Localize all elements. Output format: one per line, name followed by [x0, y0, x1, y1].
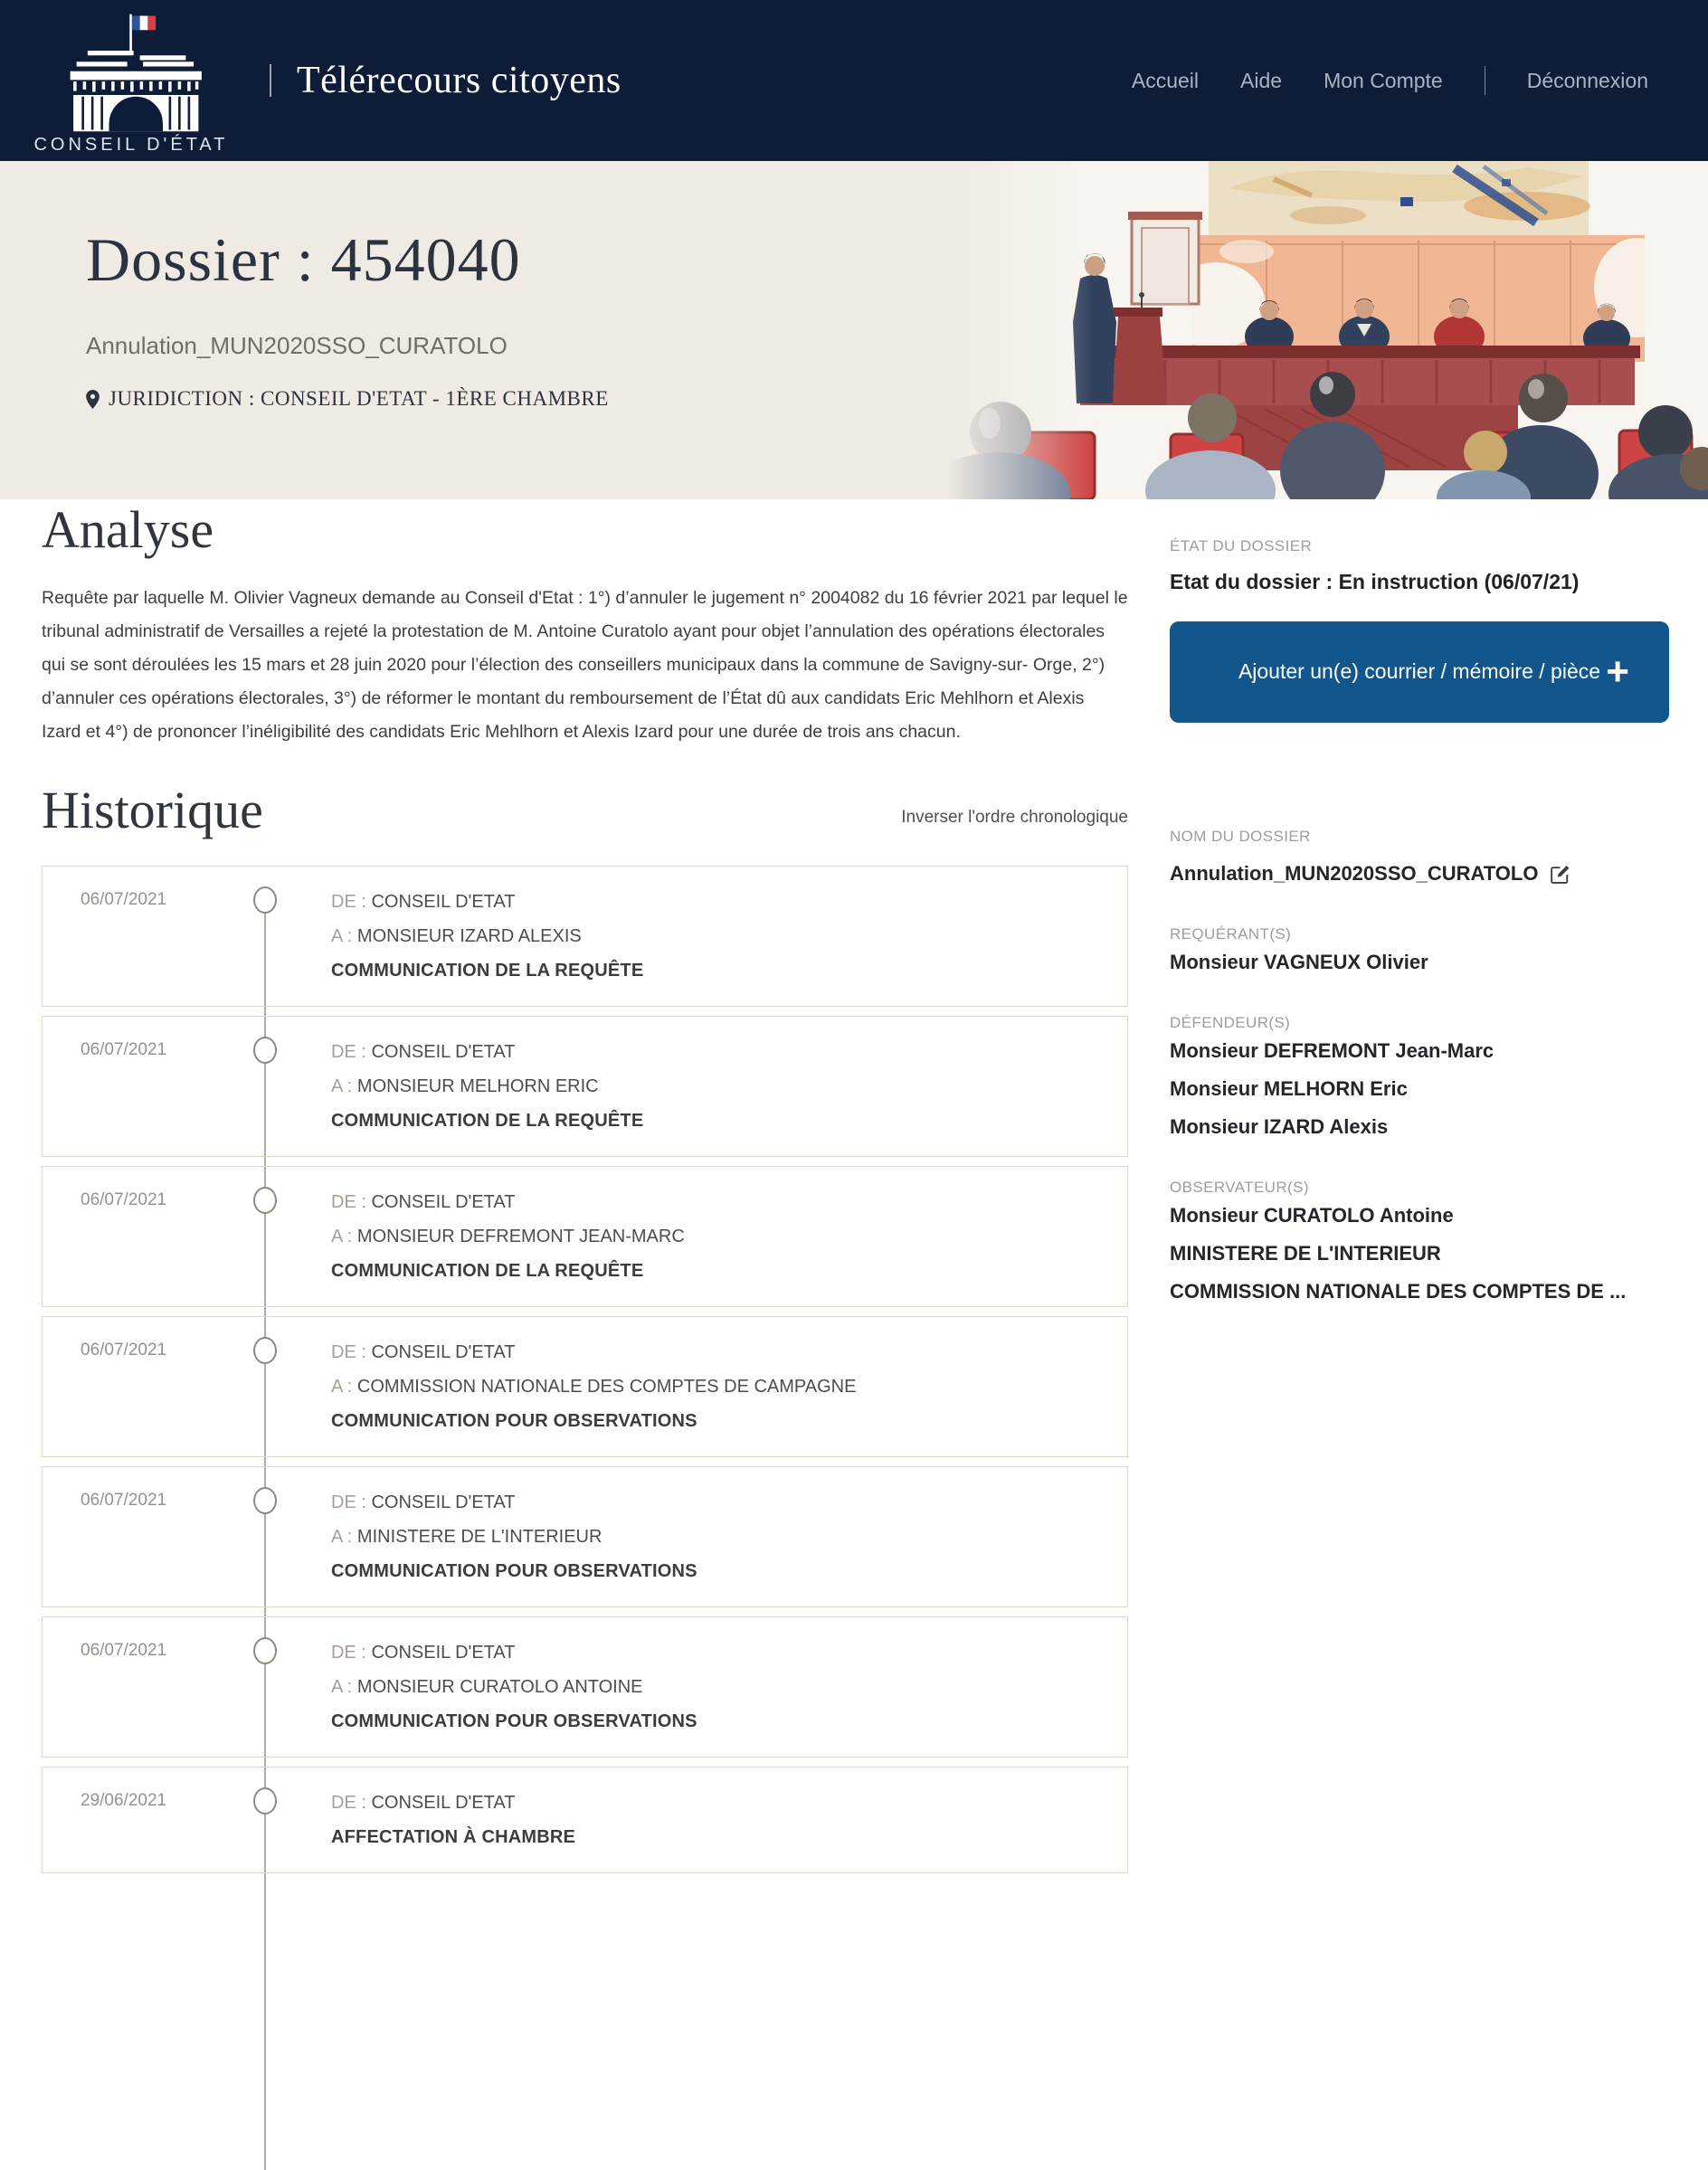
analyse-heading: Analyse [42, 500, 214, 559]
event-to-label: A : [331, 1377, 357, 1397]
event-from-line [331, 1786, 1109, 1820]
timeline-dot-icon [253, 1187, 277, 1214]
party-name: Monsieur MELHORN Eric [1170, 1077, 1408, 1100]
event-from-value: CONSEIL D'ETAT [371, 1492, 516, 1512]
event-from-line [331, 1635, 1109, 1670]
event-type: COMMUNICATION POUR OBSERVATIONS [331, 1561, 697, 1581]
event-date: 06/07/2021 [81, 890, 167, 909]
arch-logo-icon [36, 6, 226, 133]
event-from-label: DE : [331, 1492, 372, 1512]
timeline [42, 866, 1128, 1873]
event-from-value: CONSEIL D'ETAT [371, 1042, 516, 1062]
timeline-dot-icon [253, 1037, 277, 1064]
nom-dossier-label: NOM DU DOSSIER [1170, 828, 1311, 845]
timeline-card [42, 1166, 1128, 1307]
event-to-line [331, 919, 1109, 953]
event-to-label: A : [331, 1677, 357, 1697]
event-body [331, 1035, 1109, 1138]
event-type: COMMUNICATION POUR OBSERVATIONS [331, 1411, 697, 1431]
page-title: Dossier : 454040 [86, 225, 521, 294]
event-to-value: MINISTERE DE L'INTERIEUR [356, 1527, 603, 1547]
nav-mon-compte[interactable]: Mon Compte [1324, 68, 1443, 92]
event-body [331, 1786, 1109, 1854]
event-from-value: CONSEIL D'ETAT [371, 1643, 516, 1663]
historique-heading: Historique [42, 781, 263, 839]
timeline-card [42, 1616, 1128, 1758]
event-from-value: CONSEIL D'ETAT [371, 892, 516, 912]
defendeurs-section [1170, 1014, 1669, 1146]
historique-header [42, 780, 1128, 840]
event-to-line [331, 1069, 1109, 1104]
event-type: COMMUNICATION POUR OBSERVATIONS [331, 1711, 697, 1731]
event-from-line [331, 1485, 1109, 1520]
timeline-dot-icon [253, 1787, 277, 1815]
analyse-text: Requête par laquelle M. Olivier Vagneux demande au Conseil d'Etat : 1°) d’annuler le jugement n° 2004082 du 16 février 2021 par lequel le tribunal administratif de Versailles a rejeté la protestation de M. Antoine Curatolo ayant pour objet l’annulation des opérations électorales qui se sont déroulées les 15 mars et 28 juin 2020 pour l’élection des conseillers municipaux dans la commune de Savigny-sur- Orge, 2°) d’annuler ces opérations électorales, 3°) de réformer le montant du remboursement de l’État dû aux candidats Eric Mehlhorn et Alexis Izard et 4°) de prononcer l’inéligibilité des candidats Eric Mehlhorn et Alexis Izard pour une durée de trois ans chacun. [42, 588, 1128, 742]
event-from-label: DE : [331, 1342, 372, 1362]
timeline-card [42, 1016, 1128, 1157]
event-body [331, 1485, 1109, 1588]
sidebar [1170, 499, 1669, 1882]
juridiction-text: JURIDICTION : CONSEIL D'ETAT - 1ÈRE CHAMBRE [109, 387, 609, 410]
timeline-card [42, 1767, 1128, 1873]
event-to-line [331, 1670, 1109, 1704]
event-body [331, 1185, 1109, 1288]
event-body [331, 1335, 1109, 1438]
nav-aide[interactable]: Aide [1240, 68, 1283, 92]
event-date: 06/07/2021 [81, 1040, 167, 1059]
timeline-card [42, 1316, 1128, 1457]
main-nav [1132, 66, 1708, 95]
requerants-label: REQUÉRANT(S) [1170, 925, 1292, 943]
event-date: 06/07/2021 [81, 1341, 167, 1360]
event-to-label: A : [331, 1527, 357, 1547]
event-body [331, 885, 1109, 988]
event-to-line [331, 1520, 1109, 1554]
event-date: 06/07/2021 [81, 1190, 167, 1209]
party-name: Monsieur DEFREMONT Jean-Marc [1170, 1039, 1494, 1062]
event-to-value: MONSIEUR MELHORN ERIC [356, 1076, 599, 1096]
event-from-label: DE : [331, 1643, 372, 1663]
event-to-value: MONSIEUR IZARD ALEXIS [356, 926, 582, 946]
requerants-section [1170, 925, 1669, 981]
party-name: Monsieur CURATOLO Antoine [1170, 1204, 1454, 1227]
org-name: CONSEIL D'ÉTAT [33, 134, 229, 155]
party-name: Monsieur VAGNEUX Olivier [1170, 951, 1428, 973]
brand-divider [270, 64, 271, 97]
header [0, 0, 1708, 161]
conseil-detat-logo[interactable] [33, 6, 229, 156]
page-content [0, 499, 1708, 1882]
party-name: COMMISSION NATIONALE DES COMPTES DE ... [1170, 1280, 1627, 1303]
defendeurs-list [1170, 1032, 1669, 1146]
hero-content [0, 161, 1708, 411]
nom-dossier-section [1170, 828, 1669, 893]
plus-icon: + [1606, 649, 1629, 694]
observateurs-section [1170, 1179, 1669, 1311]
party-name: MINISTERE DE L'INTERIEUR [1170, 1242, 1441, 1265]
event-to-label: A : [331, 926, 357, 946]
nav-deconnexion[interactable]: Déconnexion [1526, 68, 1648, 92]
event-from-value: CONSEIL D'ETAT [371, 1793, 516, 1813]
location-pin-icon [86, 390, 100, 409]
event-from-value: CONSEIL D'ETAT [371, 1192, 516, 1212]
timeline-card [42, 866, 1128, 1007]
dossier-subtitle: Annulation_MUN2020SSO_CURATOLO [86, 332, 508, 359]
event-from-label: DE : [331, 1042, 372, 1062]
event-type: COMMUNICATION DE LA REQUÊTE [331, 1111, 644, 1131]
event-to-value: MONSIEUR DEFREMONT JEAN-MARC [356, 1227, 685, 1246]
event-type: COMMUNICATION DE LA REQUÊTE [331, 1261, 644, 1281]
timeline-dot-icon [253, 1337, 277, 1364]
party-name: Monsieur IZARD Alexis [1170, 1115, 1389, 1138]
event-from-label: DE : [331, 1793, 372, 1813]
event-from-label: DE : [331, 892, 372, 912]
main-column [42, 499, 1128, 1882]
event-from-line [331, 1035, 1109, 1069]
etat-dossier-label: ÉTAT DU DOSSIER [1170, 537, 1313, 554]
event-from-line [331, 1335, 1109, 1369]
event-from-label: DE : [331, 1192, 372, 1212]
observateurs-list [1170, 1197, 1669, 1311]
event-to-value: COMMISSION NATIONALE DES COMPTES DE CAMPAGNE [356, 1377, 857, 1397]
event-to-value: MONSIEUR CURATOLO ANTOINE [356, 1677, 643, 1697]
event-to-line [331, 1219, 1109, 1254]
nav-accueil[interactable]: Accueil [1131, 68, 1200, 92]
add-courrier-button[interactable] [1170, 621, 1669, 723]
app-title: Télérecours citoyens [297, 60, 622, 101]
event-body [331, 1635, 1109, 1739]
nom-dossier-value: Annulation_MUN2020SSO_CURATOLO [1170, 862, 1539, 885]
juridiction-row [86, 387, 1708, 411]
etat-dossier-value: Etat du dossier : En instruction (06/07/21) [1170, 570, 1580, 593]
event-date: 29/06/2021 [81, 1791, 167, 1810]
invert-chronological-link[interactable]: Inverser l'ordre chronologique [901, 808, 1128, 827]
event-date: 06/07/2021 [81, 1641, 167, 1660]
defendeurs-label: DÉFENDEUR(S) [1170, 1014, 1291, 1031]
event-from-value: CONSEIL D'ETAT [371, 1342, 516, 1362]
event-to-label: A : [331, 1076, 357, 1096]
event-type: COMMUNICATION DE LA REQUÊTE [331, 961, 644, 981]
timeline-dot-icon [253, 1487, 277, 1514]
requerants-list [1170, 943, 1669, 981]
event-from-line [331, 885, 1109, 919]
event-from-line [331, 1185, 1109, 1219]
timeline-dot-icon [253, 886, 277, 914]
observateurs-label: OBSERVATEUR(S) [1170, 1179, 1309, 1196]
event-to-line [331, 1369, 1109, 1404]
hero-banner [0, 161, 1708, 499]
nom-dossier-row [1170, 855, 1669, 893]
edit-icon[interactable] [1549, 863, 1571, 886]
event-type: AFFECTATION À CHAMBRE [331, 1827, 576, 1847]
event-to-label: A : [331, 1227, 357, 1246]
add-courrier-button-label: Ajouter un(e) courrier / mémoire / pièce [1238, 659, 1601, 684]
event-date: 06/07/2021 [81, 1491, 167, 1510]
timeline-card [42, 1466, 1128, 1607]
timeline-dot-icon [253, 1637, 277, 1664]
